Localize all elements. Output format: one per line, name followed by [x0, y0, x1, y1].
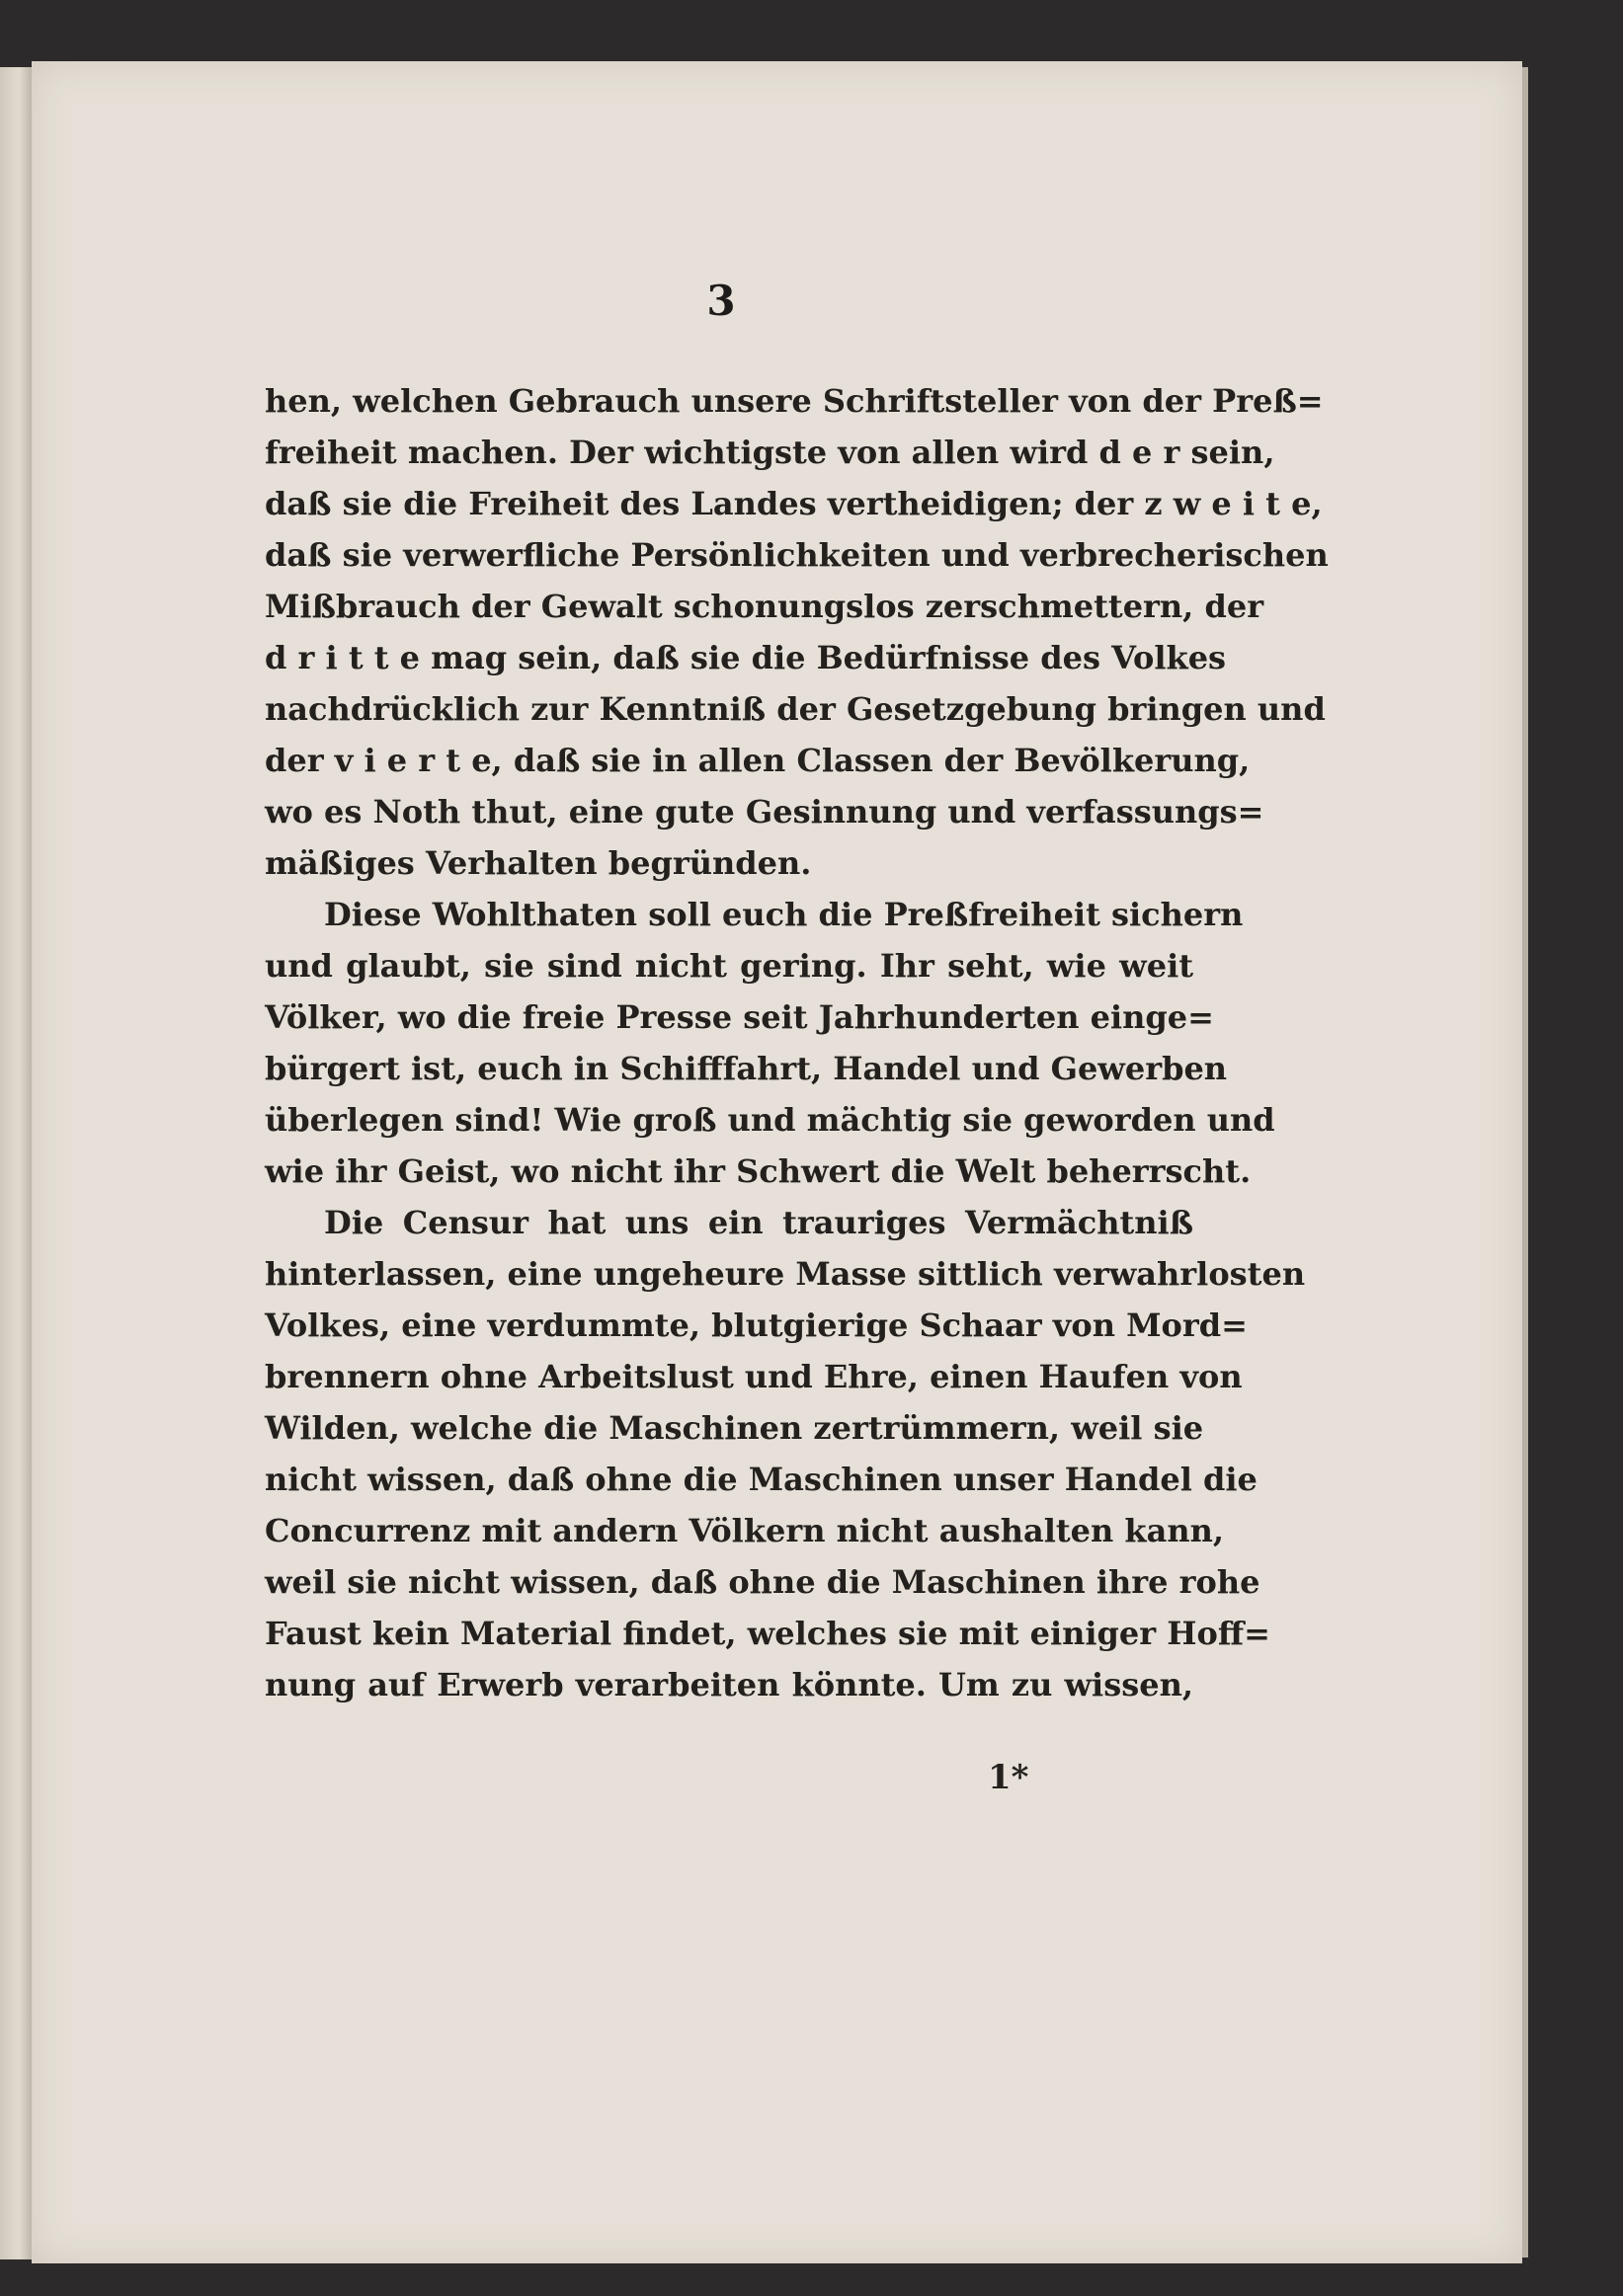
- text-line: nung auf Erwerb verarbeiten könnte. Um zu wissen,: [265, 1666, 1193, 1703]
- text-line: und glaubt, sie sind nicht gering. Ihr seht, wie weit: [265, 947, 1193, 985]
- text-line: wie ihr Geist, wo nicht ihr Schwert die Welt beherrscht.: [265, 1152, 1252, 1190]
- text-line: der v i e r t e, daß sie in allen Classen der Bevölkerung,: [265, 742, 1251, 779]
- text-line: Faust kein Material findet, welches sie mit einiger Hoff=: [265, 1615, 1270, 1652]
- text-line: Volkes, eine verdummte, blutgierige Schaar von Mord=: [265, 1306, 1248, 1344]
- signature-mark: 1*: [988, 1758, 1029, 1797]
- text-line: nicht wissen, daß ohne die Maschinen unser Handel die: [265, 1461, 1258, 1498]
- paragraph-start-line: Die Censur hat uns ein trauriges Vermächtniß: [324, 1204, 1193, 1241]
- paragraph-start-line: Diese Wohlthaten soll euch die Preßfreiheit sichern: [324, 896, 1244, 933]
- text-line: wo es Noth thut, eine gute Gesinnung und verfassungs=: [265, 793, 1264, 831]
- text-line: Mißbrauch der Gewalt schonungslos zerschmettern, der: [265, 588, 1264, 625]
- previous-page-edge: [0, 67, 32, 2259]
- text-line: überlegen sind! Wie groß und mächtig sie geworden und: [265, 1101, 1275, 1139]
- text-line: nachdrücklich zur Kenntniß der Gesetzgebung bringen und: [265, 690, 1326, 728]
- text-line: brennern ohne Arbeitslust und Ehre, einen Haufen von: [265, 1358, 1243, 1395]
- text-line: freiheit machen. Der wichtigste von allen wird d e r sein,: [265, 434, 1275, 471]
- text-line: daß sie verwerfliche Persönlichkeiten und verbrecherischen: [265, 536, 1329, 574]
- page-number: 3: [706, 277, 736, 325]
- text-line: hinterlassen, eine ungeheure Masse sittlich verwahrlosten: [265, 1255, 1306, 1293]
- text-line: Völker, wo die freie Presse seit Jahrhunderten einge=: [265, 998, 1214, 1036]
- page-right-edge: [1522, 67, 1528, 2257]
- text-line: mäßiges Verhalten begründen.: [265, 844, 812, 882]
- text-line: weil sie nicht wissen, daß ohne die Maschinen ihre rohe: [265, 1563, 1260, 1601]
- text-line: d r i t t e mag sein, daß sie die Bedürfnisse des Volkes: [265, 639, 1227, 676]
- text-line: hen, welchen Gebrauch unsere Schriftsteller von der Preß=: [265, 382, 1324, 420]
- text-line: Wilden, welche die Maschinen zertrümmern, weil sie: [265, 1409, 1204, 1447]
- body-text: [265, 375, 1329, 1710]
- text-line: daß sie die Freiheit des Landes vertheidigen; der z w e i t e,: [265, 485, 1323, 522]
- text-line: bürgert ist, euch in Schifffahrt, Handel und Gewerben: [265, 1050, 1228, 1087]
- text-line: Concurrenz mit andern Völkern nicht aushalten kann,: [265, 1512, 1224, 1549]
